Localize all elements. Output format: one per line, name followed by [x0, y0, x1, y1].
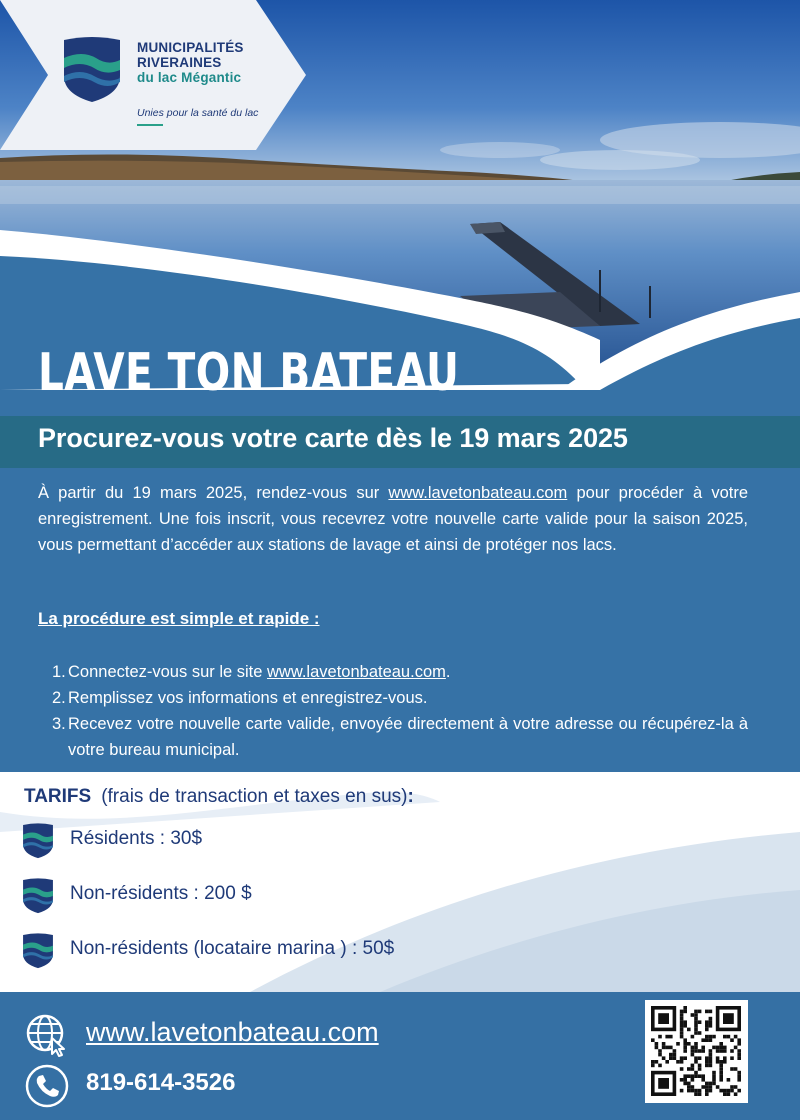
- logo-tagline: Unies pour la santé du lac: [137, 107, 259, 119]
- step-text: Connectez-vous sur le site: [68, 663, 268, 681]
- tarifs-note: (frais de transaction et taxes en sus): [101, 786, 408, 807]
- procedure-heading: La procédure est simple et rapide :: [38, 609, 320, 628]
- shield-icon: [22, 822, 54, 860]
- tarifs-heading: [24, 786, 424, 808]
- intro-text-1: À partir du 19 mars 2025, rendez-vous sur: [38, 484, 389, 502]
- qr-code-icon[interactable]: [645, 1000, 748, 1103]
- footer-phone-number[interactable]: 819-614-3526: [86, 1069, 236, 1096]
- list-item: [52, 659, 748, 685]
- footer-website-link[interactable]: www.lavetonbateau.com: [86, 1017, 379, 1047]
- logo-shield-icon: [62, 36, 122, 104]
- shield-icon: [22, 877, 54, 915]
- page-title: LAVE TON BATEAU: [38, 343, 460, 403]
- list-item: [52, 711, 748, 763]
- shield-icon: [22, 932, 54, 970]
- subtitle: Procurez-vous votre carte dès le 19 mars 2025: [38, 423, 628, 453]
- tarif-text: Non-résidents : 200 $: [70, 883, 252, 904]
- logo-line-1: MUNICIPALITÉS: [137, 40, 244, 55]
- step-number: 2.: [52, 689, 66, 707]
- globe-icon: [24, 1012, 70, 1058]
- phone-icon: [24, 1063, 70, 1109]
- tarif-text: Résidents : 30$: [70, 828, 203, 849]
- list-item: [52, 685, 748, 711]
- step-number: 1.: [52, 663, 66, 681]
- logo-line-2: RIVERAINES: [137, 55, 222, 70]
- intro-link[interactable]: www.lavetonbateau.com: [388, 484, 568, 502]
- step-text: Remplissez vos informations et enregistrez-vous.: [68, 689, 428, 707]
- step-text: Recevez votre nouvelle carte valide, envoyée directement à votre adresse ou récupérez-la à votre bureau municipal.: [68, 715, 748, 759]
- intro-text-2: pour procéder à votre enregistrement. Une fois inscrit, vous recevrez votre nouvelle carte valide pour la saison 2025, vous permettant d’accéder aux stations de lavage et ainsi de protéger nos lacs.: [38, 484, 749, 554]
- procedure-steps: [52, 659, 748, 763]
- intro-paragraph: [38, 480, 748, 558]
- logo-tagline-underline: [137, 124, 163, 126]
- logo-wordmark: [137, 40, 244, 85]
- tarif-text: Non-résidents (locataire marina ) : 50$: [70, 938, 395, 959]
- step-number: 3.: [52, 715, 66, 733]
- step-link[interactable]: www.lavetonbateau.com: [267, 663, 446, 681]
- logo-line-3: du lac Mégantic: [137, 70, 242, 85]
- tarifs-colon: :: [407, 786, 414, 807]
- tarifs-label: TARIFS: [24, 786, 92, 807]
- step-text-end: .: [445, 663, 451, 681]
